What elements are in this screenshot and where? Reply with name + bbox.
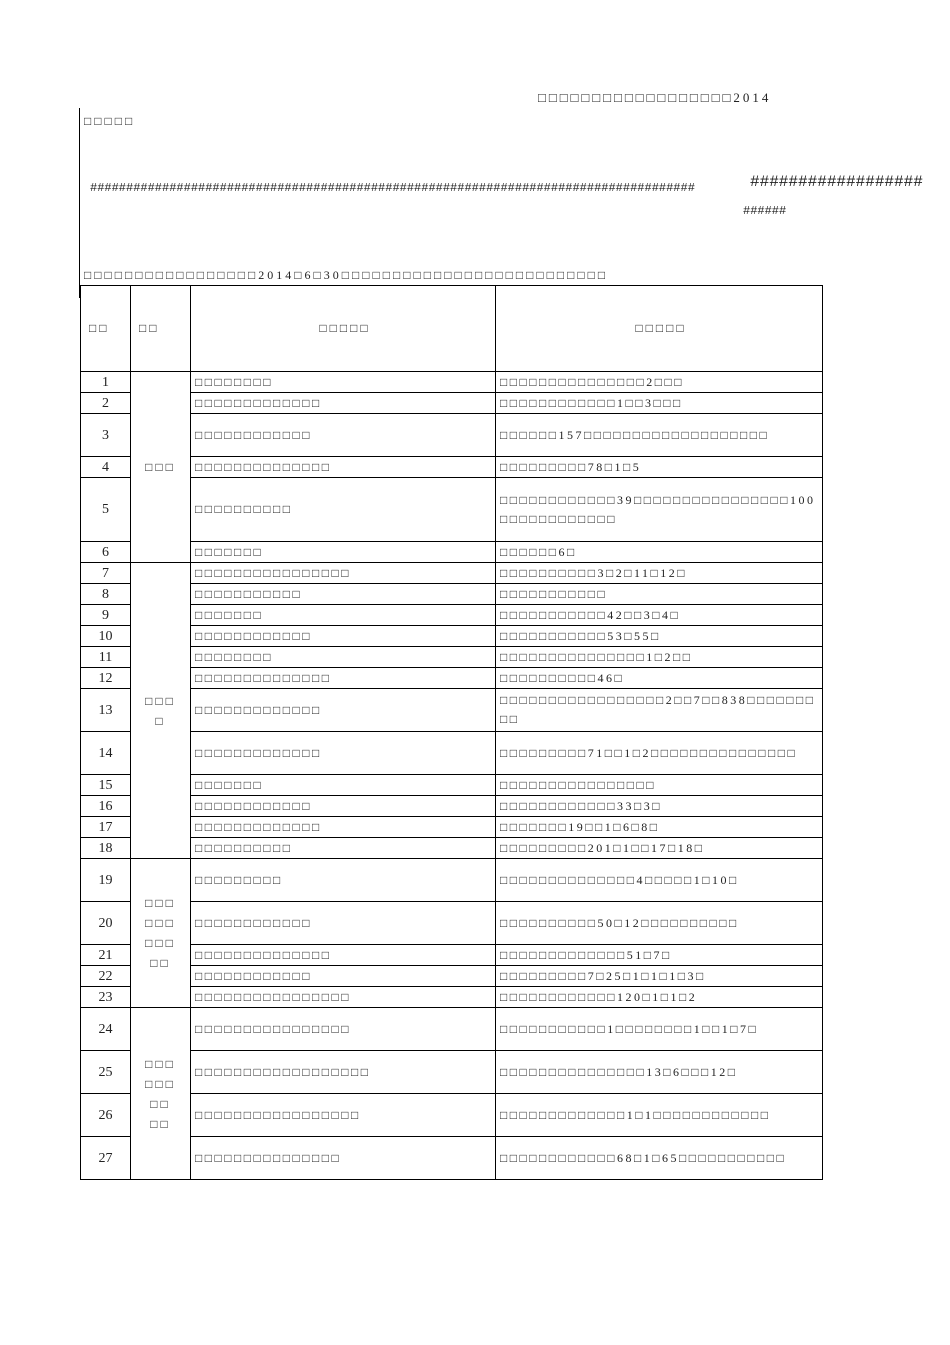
table-row [81, 732, 823, 775]
row-index: 12 [81, 668, 131, 689]
row-basis: □□□□□□□□□□□□□□□2□□□ [496, 372, 823, 393]
row-item-name: □□□□□□□□□□ [191, 478, 496, 542]
row-index: 20 [81, 902, 131, 945]
row-index: 19 [81, 859, 131, 902]
row-index: 4 [81, 457, 131, 478]
header-item-name: □□□□□ [191, 286, 496, 372]
row-category: □□□ [131, 372, 191, 563]
row-category: □□□ □□□ □□ □□ [131, 1008, 191, 1180]
table-row [81, 838, 823, 859]
row-index: 17 [81, 817, 131, 838]
row-item-name: □□□□□□□□□□□□ [191, 902, 496, 945]
row-item-name: □□□□□□□□□□□□□□ [191, 945, 496, 966]
row-item-name: □□□□□□□ [191, 775, 496, 796]
intro-text: □□□□□□□□□□□□□□□□□2014□6□30□□□□□□□□□□□□□□□□□□□□□□□□□□ [84, 268, 609, 282]
table-row [81, 859, 823, 902]
table-row [81, 689, 823, 732]
table-body [81, 372, 823, 1180]
row-item-name: □□□□□□□□□□□□□ [191, 393, 496, 414]
table-header-row [81, 286, 823, 372]
row-basis: □□□□□□□□□□46□ [496, 668, 823, 689]
header-category: □□ [131, 286, 191, 372]
row-item-name: □□□□□□□□□□□□ [191, 414, 496, 457]
row-index: 18 [81, 838, 131, 859]
row-item-name: □□□□□□□□□ [191, 859, 496, 902]
row-basis: □□□□□□□□□□□□33□3□ [496, 796, 823, 817]
row-basis: □□□□□□□□□78□1□5 [496, 457, 823, 478]
row-index: 15 [81, 775, 131, 796]
table-row [81, 626, 823, 647]
row-index: 26 [81, 1094, 131, 1137]
row-item-name: □□□□□□□ [191, 542, 496, 563]
table-row [81, 1137, 823, 1180]
row-item-name: □□□□□□□□□□□□□□□ [191, 1137, 496, 1180]
row-basis: □□□□□□□19□□1□6□8□ [496, 817, 823, 838]
row-item-name: □□□□□□□□□□ [191, 838, 496, 859]
row-category: □□□ □ [131, 563, 191, 859]
table-row [81, 817, 823, 838]
row-item-name: □□□□□□□□□□□□□ [191, 817, 496, 838]
row-item-name: □□□□□□□□□□□□□ [191, 689, 496, 732]
row-basis: □□□□□□□□□□□□68□1□65□□□□□□□□□□□ [496, 1137, 823, 1180]
overflow-hash-line: #################################################################################### [90, 181, 695, 195]
row-index: 7 [81, 563, 131, 584]
row-index: 27 [81, 1137, 131, 1180]
header-basis: □□□□□ [496, 286, 823, 372]
row-basis: □□□□□□□□□□□ [496, 584, 823, 605]
table-row [81, 987, 823, 1008]
row-item-name: □□□□□□□□□□□□□□□□□ [191, 1094, 496, 1137]
row-index: 14 [81, 732, 131, 775]
table-row [81, 647, 823, 668]
table-row [81, 563, 823, 584]
row-basis: □□□□□□□□□□□1□□□□□□□□1□□1□7□ [496, 1008, 823, 1051]
row-basis: □□□□□□□□□□□□39□□□□□□□□□□□□□□□□100□□□□□□□□□□□□ [496, 478, 823, 542]
table-row [81, 584, 823, 605]
row-index: 2 [81, 393, 131, 414]
table-row [81, 605, 823, 626]
row-index: 21 [81, 945, 131, 966]
row-item-name: □□□□□□□□□□□ [191, 584, 496, 605]
row-basis: □□□□□□□□□□□□1□□3□□□ [496, 393, 823, 414]
row-basis: □□□□□□□□□71□□1□2□□□□□□□□□□□□□□□ [496, 732, 823, 775]
row-item-name: □□□□□□□□□□□□□□□□ [191, 987, 496, 1008]
row-item-name: □□□□□□□□□□□□□ [191, 732, 496, 775]
row-basis: □□□□□□□□□□□□□□□□□2□□7□□838□□□□□□□□□ [496, 689, 823, 732]
row-item-name: □□□□□□□□□□□□□□□□ [191, 563, 496, 584]
table-row [81, 1008, 823, 1051]
row-index: 10 [81, 626, 131, 647]
row-index: 24 [81, 1008, 131, 1051]
table-row [81, 775, 823, 796]
row-item-name: □□□□□□□□ [191, 372, 496, 393]
table-row [81, 902, 823, 945]
row-index: 6 [81, 542, 131, 563]
permit-table [80, 285, 823, 1180]
row-item-name: □□□□□□□□ [191, 647, 496, 668]
row-basis: □□□□□□□□□□□□□1□1□□□□□□□□□□□□ [496, 1094, 823, 1137]
table-row [81, 478, 823, 542]
row-basis: □□□□□□6□ [496, 542, 823, 563]
row-index: 25 [81, 1051, 131, 1094]
row-basis: □□□□□□□□□□□53□55□ [496, 626, 823, 647]
row-category: □□□ □□□ □□□ □□ [131, 859, 191, 1008]
overflow-hash-line-large: ################## [750, 173, 923, 191]
document-title: □□□□□□□□□□□□□□□□□□2014 [538, 90, 772, 105]
row-index: 13 [81, 689, 131, 732]
table-row [81, 945, 823, 966]
row-item-name: □□□□□□□□□□□□ [191, 796, 496, 817]
row-item-name: □□□□□□□ [191, 605, 496, 626]
row-index: 11 [81, 647, 131, 668]
row-index: 5 [81, 478, 131, 542]
document-subtitle: □□□□□ [84, 114, 136, 128]
row-basis: □□□□□□□□□□□□□□□1□2□□ [496, 647, 823, 668]
row-basis: □□□□□□□□□□□□120□1□1□2 [496, 987, 823, 1008]
table-row [81, 542, 823, 563]
row-index: 23 [81, 987, 131, 1008]
row-index: 8 [81, 584, 131, 605]
row-basis: □□□□□□□□□□□42□□3□4□ [496, 605, 823, 626]
header-index: □□ [81, 286, 131, 372]
row-item-name: □□□□□□□□□□□□□□ [191, 668, 496, 689]
row-basis: □□□□□□□□□□3□2□11□12□ [496, 563, 823, 584]
row-basis: □□□□□□□□□□□□□51□7□ [496, 945, 823, 966]
table-row [81, 457, 823, 478]
table-row [81, 966, 823, 987]
row-basis: □□□□□□□□□□50□12□□□□□□□□□□ [496, 902, 823, 945]
row-basis: □□□□□□157□□□□□□□□□□□□□□□□□□□ [496, 414, 823, 457]
row-basis: □□□□□□□□□201□1□□17□18□ [496, 838, 823, 859]
row-index: 9 [81, 605, 131, 626]
row-basis: □□□□□□□□□7□25□1□1□1□3□ [496, 966, 823, 987]
row-item-name: □□□□□□□□□□□□□□□□□□ [191, 1051, 496, 1094]
row-item-name: □□□□□□□□□□□□□□ [191, 457, 496, 478]
table-row [81, 796, 823, 817]
row-item-name: □□□□□□□□□□□□ [191, 626, 496, 647]
row-basis: □□□□□□□□□□□□□□□□ [496, 775, 823, 796]
table-row [81, 414, 823, 457]
table-row [81, 393, 823, 414]
overflow-hash-line-short: ###### [743, 204, 787, 218]
table-row [81, 1051, 823, 1094]
table-row [81, 1094, 823, 1137]
row-basis: □□□□□□□□□□□□□□□13□6□□□12□ [496, 1051, 823, 1094]
left-border-line [79, 108, 80, 298]
row-basis: □□□□□□□□□□□□□□4□□□□□1□10□ [496, 859, 823, 902]
row-index: 1 [81, 372, 131, 393]
table-row [81, 372, 823, 393]
row-item-name: □□□□□□□□□□□□□□□□ [191, 1008, 496, 1051]
row-index: 16 [81, 796, 131, 817]
row-item-name: □□□□□□□□□□□□ [191, 966, 496, 987]
row-index: 3 [81, 414, 131, 457]
row-index: 22 [81, 966, 131, 987]
table-row [81, 668, 823, 689]
